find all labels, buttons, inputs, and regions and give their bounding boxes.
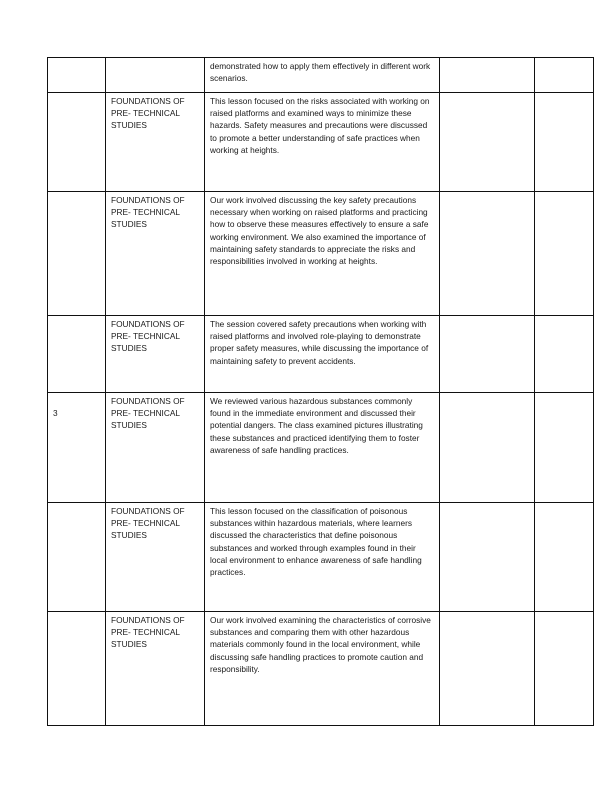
table-row <box>48 503 594 612</box>
subject-cell: FOUNDATIONS OF PRE- TECHNICAL STUDIES <box>106 503 205 612</box>
week-cell <box>48 316 106 393</box>
subject-cell: FOUNDATIONS OF PRE- TECHNICAL STUDIES <box>106 316 205 393</box>
remarks-cell <box>535 612 594 726</box>
remarks-cell <box>440 612 535 726</box>
remarks-cell <box>535 58 594 93</box>
remarks-cell <box>535 93 594 192</box>
week-cell <box>48 503 106 612</box>
week-cell <box>48 612 106 726</box>
week-cell: 3 <box>48 393 106 503</box>
table-row <box>48 58 594 93</box>
table-row <box>48 192 594 316</box>
table-row <box>48 316 594 393</box>
table-row <box>48 93 594 192</box>
week-cell <box>48 58 106 93</box>
description-cell: Our work involved discussing the key safety precautions necessary when working on raised platforms and practicing how to observe these measures effectively to ensure a safe working environment. We also examined the importance of maintaining safety standards to appreciate the risks and responsibilities involved in working at heights. <box>205 192 440 316</box>
description-cell: The session covered safety precautions when working with raised platforms and involved role-playing to demonstrate proper safety measures, while discussing the importance of maintaining safety to prevent accidents. <box>205 316 440 393</box>
remarks-cell <box>440 316 535 393</box>
remarks-cell <box>535 316 594 393</box>
description-cell: This lesson focused on the risks associated with working on raised platforms and examined ways to minimize these hazards. Safety measures and precautions were discussed to promote a better understanding of safe practices when working at heights. <box>205 93 440 192</box>
subject-cell: FOUNDATIONS OF PRE- TECHNICAL STUDIES <box>106 93 205 192</box>
description-cell: We reviewed various hazardous substances commonly found in the immediate environment and discussed their potential dangers. The class examined pictures illustrating these substances and practiced identifying them to foster awareness of safe handling practices. <box>205 393 440 503</box>
week-cell <box>48 192 106 316</box>
subject-cell: FOUNDATIONS OF PRE- TECHNICAL STUDIES <box>106 393 205 503</box>
remarks-cell <box>440 93 535 192</box>
lesson-record-table <box>47 57 594 726</box>
remarks-cell <box>535 393 594 503</box>
remarks-cell <box>440 192 535 316</box>
remarks-cell <box>440 503 535 612</box>
description-cell: demonstrated how to apply them effectively in different work scenarios. <box>205 58 440 93</box>
subject-cell: FOUNDATIONS OF PRE- TECHNICAL STUDIES <box>106 612 205 726</box>
table-row <box>48 393 594 503</box>
remarks-cell <box>535 503 594 612</box>
table-row <box>48 612 594 726</box>
subject-cell <box>106 58 205 93</box>
subject-cell: FOUNDATIONS OF PRE- TECHNICAL STUDIES <box>106 192 205 316</box>
remarks-cell <box>440 58 535 93</box>
remarks-cell <box>535 192 594 316</box>
description-cell: This lesson focused on the classification of poisonous substances within hazardous materials, where learners discussed the characteristics that define poisonous substances and worked through examples found in their local environment to enhance awareness of safe handling practices. <box>205 503 440 612</box>
remarks-cell <box>440 393 535 503</box>
week-cell <box>48 93 106 192</box>
description-cell: Our work involved examining the characteristics of corrosive substances and comparing them with other hazardous materials commonly found in the local environment, while discussing safe handling practices to promote caution and responsibility. <box>205 612 440 726</box>
